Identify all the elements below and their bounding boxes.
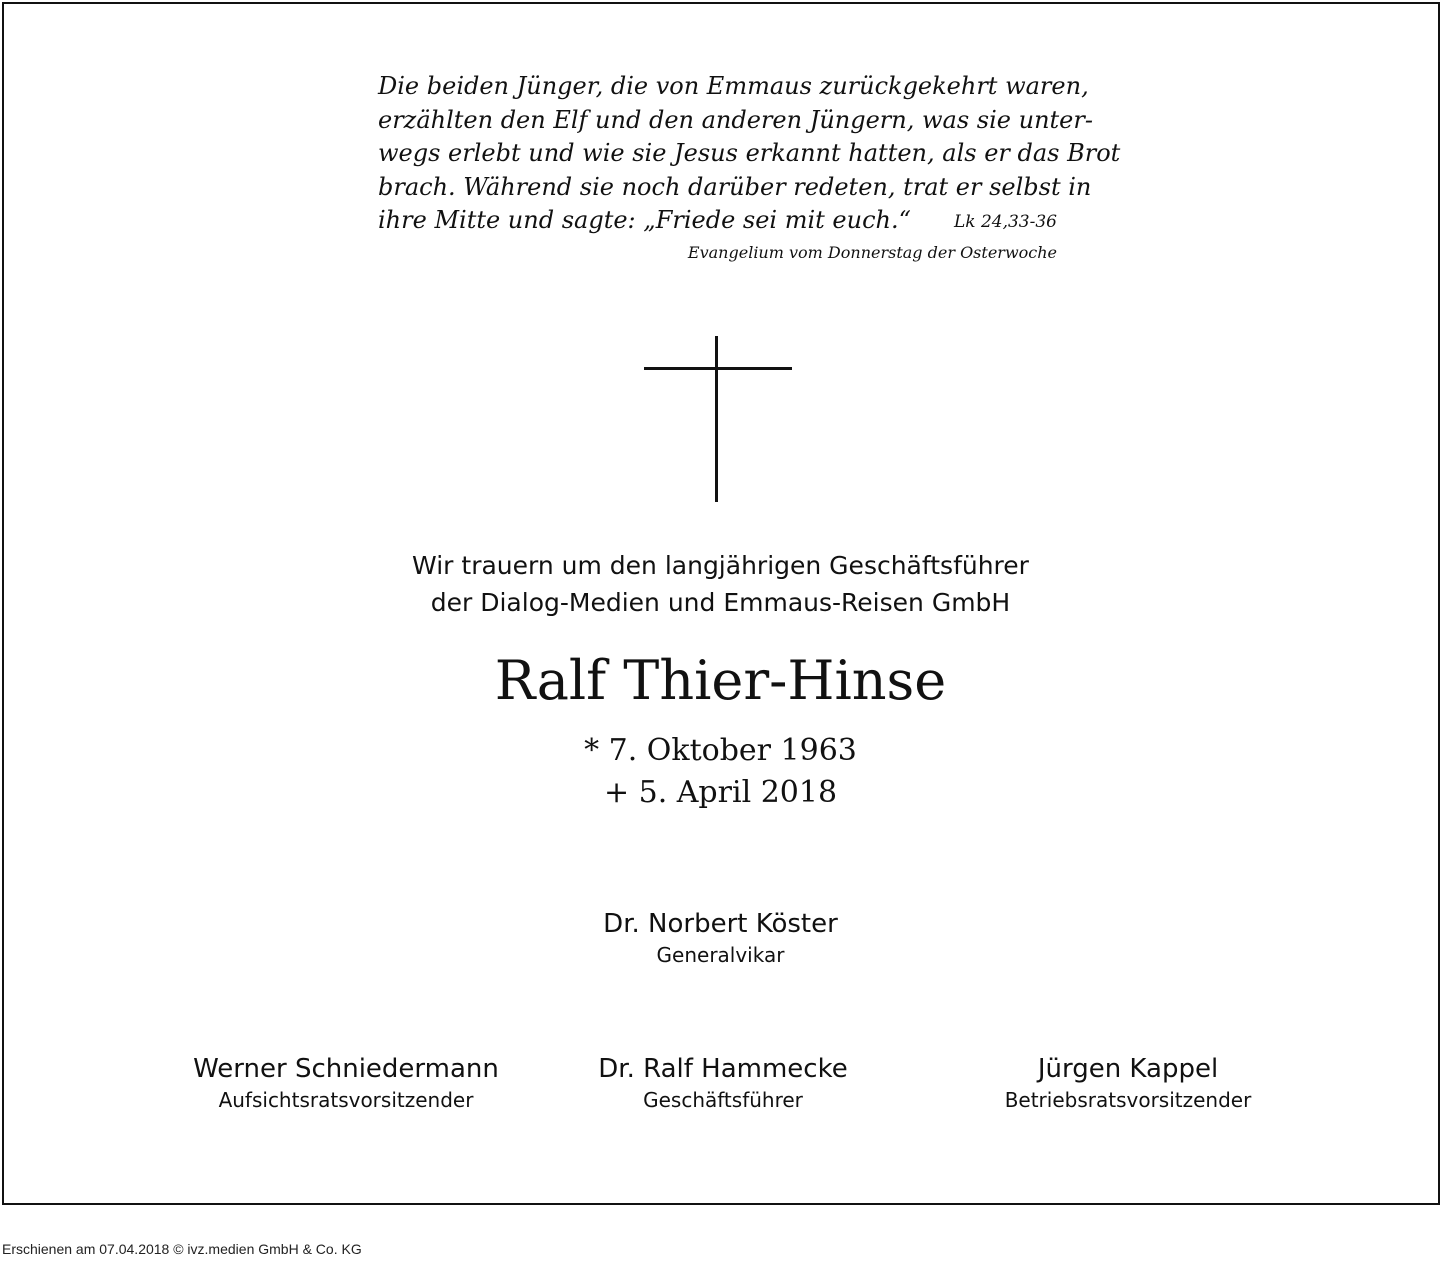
signatory-role: Geschäftsführer [643, 1088, 803, 1112]
signatory [503, 1053, 943, 1115]
publication-footer: Erschienen am 07.04.2018 © ivz.medien GmbH & Co. KG [2, 1241, 362, 1257]
quote-line-last [378, 204, 1057, 238]
signatory-name: Werner Schniedermann [193, 1054, 499, 1084]
signatory-name: Dr. Ralf Hammecke [598, 1054, 848, 1084]
cross-icon [644, 336, 794, 504]
signatory-role: Generalvikar [656, 943, 785, 967]
intro-line: der Dialog-Medien und Emmaus-Reisen GmbH [430, 587, 1011, 617]
signatory-name: Dr. Norbert Köster [603, 909, 838, 939]
signatory [126, 1053, 566, 1115]
quote-line: ihre Mitte und sagte: „Friede sei mit euch.“ [378, 206, 911, 234]
quote-line: wegs erlebt und wie sie Jesus erkannt hatten, als er das Brot [378, 139, 1121, 167]
birth-date: * 7. Oktober 1963 [584, 733, 857, 768]
signatory-name: Jürgen Kappel [1037, 1054, 1219, 1084]
signatory-role: Betriebsratsvorsitzender [1004, 1088, 1252, 1112]
signatory-main [0, 908, 1441, 970]
quote-reference: Lk 24,33-36 [953, 212, 1057, 232]
cross-vertical-bar [715, 336, 718, 502]
signatory-role: Aufsichtsratsvorsitzender [218, 1088, 474, 1112]
quote-line: erzählten den Elf und den anderen Jüngern, was sie unter- [378, 105, 1093, 134]
deceased-name: Ralf Thier-Hinse [494, 649, 947, 712]
bible-quote [378, 70, 1121, 238]
quote-line: brach. Während sie noch darüber redeten, trat er selbst in [378, 172, 1092, 201]
death-date: + 5. April 2018 [603, 775, 838, 810]
life-dates [0, 730, 1441, 814]
quote-line: Die beiden Jünger, die von Emmaus zurückgekehrt waren, [378, 72, 1089, 100]
intro-line: Wir trauern um den langjährigen Geschäftsführer [412, 551, 1029, 580]
cross-horizontal-bar [644, 367, 792, 370]
signatory [908, 1053, 1348, 1115]
mourning-intro [0, 548, 1441, 621]
quote-source: Evangelium vom Donnerstag der Osterwoche [687, 243, 1057, 262]
